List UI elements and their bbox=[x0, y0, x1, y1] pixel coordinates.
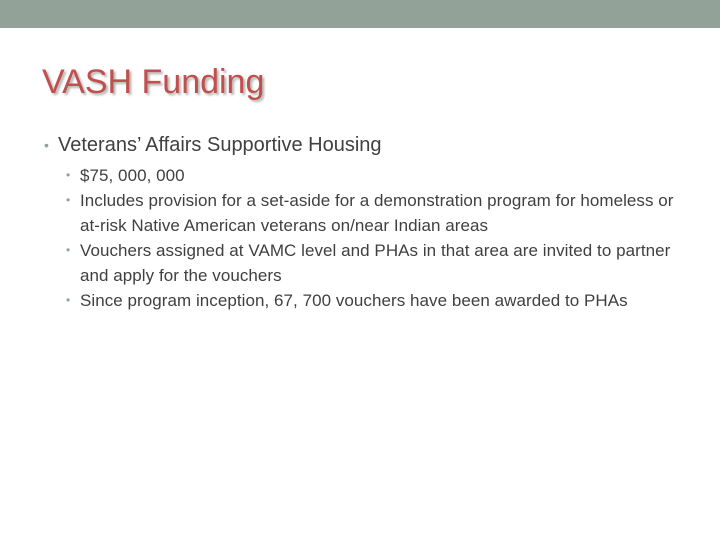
bullet-level1-item bbox=[44, 132, 684, 159]
bullet-level1-text: Veterans’ Affairs Supportive Housing bbox=[58, 134, 382, 156]
bullet-level2-text: $75, 000, 000 bbox=[80, 166, 185, 185]
bullet-icon: • bbox=[66, 243, 71, 257]
bullet-level2-item bbox=[44, 238, 684, 288]
slide-body bbox=[44, 132, 684, 313]
bullet-level2-item bbox=[44, 163, 684, 188]
bullet-level2-list bbox=[44, 163, 684, 313]
bullet-level2-item bbox=[44, 288, 684, 313]
bullet-level2-text: Vouchers assigned at VAMC level and PHAs in that area are invited to partner and apply for the vouchers bbox=[80, 241, 671, 285]
top-accent-bar bbox=[0, 0, 720, 28]
bullet-level2-item bbox=[44, 188, 684, 238]
bullet-icon: • bbox=[66, 293, 71, 307]
slide-title: VASH Funding bbox=[42, 63, 265, 101]
bullet-icon: • bbox=[66, 193, 71, 207]
bullet-level2-text: Includes provision for a set-aside for a demonstration program for homeless or at-risk Native American veterans on/near Indian areas bbox=[80, 191, 674, 235]
bullet-icon: • bbox=[44, 137, 49, 153]
bullet-icon: • bbox=[66, 168, 71, 182]
bullet-level2-text: Since program inception, 67, 700 vouchers have been awarded to PHAs bbox=[80, 291, 628, 310]
